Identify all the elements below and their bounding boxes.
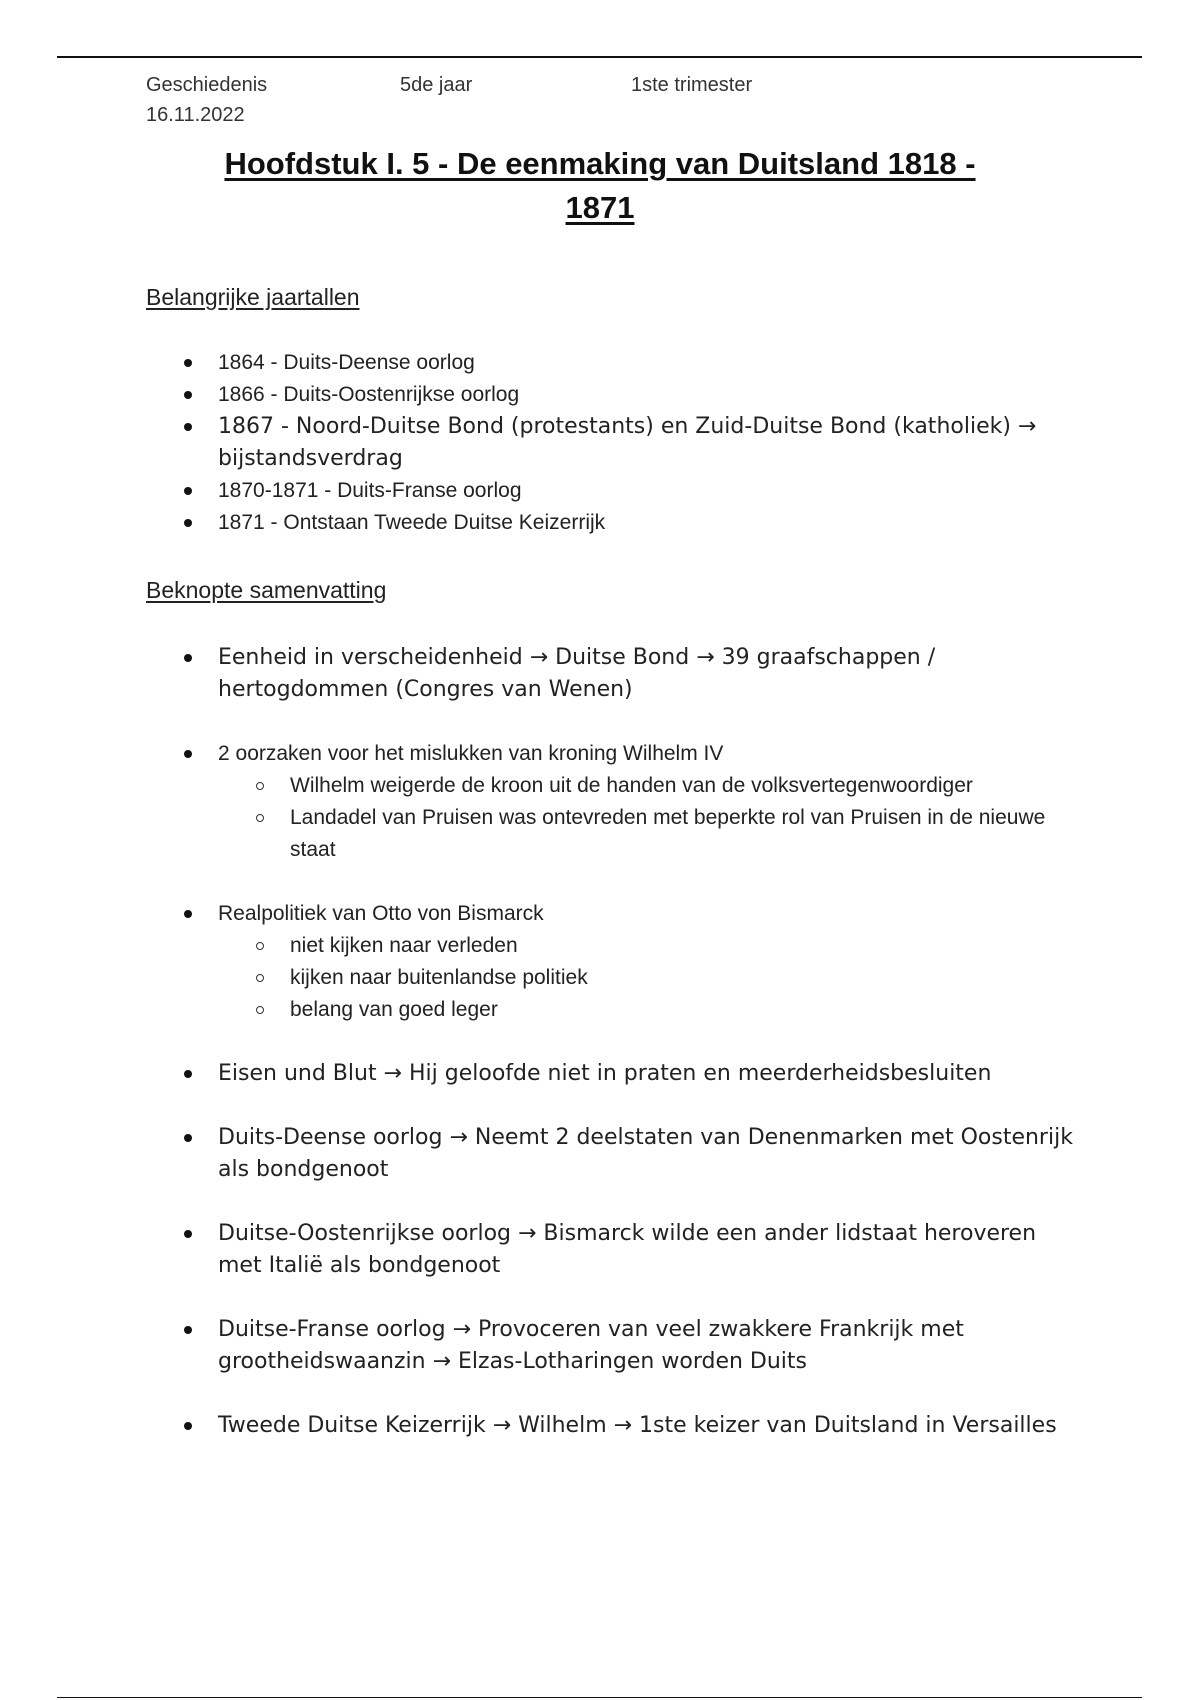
list-item xyxy=(146,898,1076,1026)
date-label: 16.11.2022 xyxy=(146,104,245,126)
dates-list xyxy=(146,347,1076,539)
list-item: 1870-1871 - Duits-Franse oorlog xyxy=(146,475,1076,507)
page-title xyxy=(100,142,1100,230)
list-item: 1866 - Duits-Oostenrijkse oorlog xyxy=(146,379,1076,411)
year-label: 5de jaar xyxy=(400,74,473,96)
sub-list-item: belang van goed leger xyxy=(218,994,1076,1026)
list-item: 1871 - Ontstaan Tweede Duitse Keizerrijk xyxy=(146,507,1076,539)
subject-label: Geschiedenis xyxy=(146,74,268,96)
list-item: Duitse-Oostenrijkse oorlog → Bismarck wilde een ander lidstaat heroveren met Italië als bondgenoot xyxy=(146,1218,1076,1282)
list-item: Eisen und Blut → Hij geloofde niet in praten en meerderheidsbesluiten xyxy=(146,1058,1076,1090)
title-line-2: 1871 xyxy=(565,190,635,225)
document-header xyxy=(146,70,1046,130)
summary-heading: Beknopte samenvatting xyxy=(146,577,387,603)
list-item: Tweede Duitse Keizerrijk → Wilhelm → 1ste keizer van Duitsland in Versailles xyxy=(146,1410,1076,1442)
list-item: Duitse-Franse oorlog → Provoceren van veel zwakkere Frankrijk met grootheidswaanzin → Elzas-Lotharingen worden Duits xyxy=(146,1314,1076,1378)
term-label: 1ste trimester xyxy=(631,74,753,96)
summary-list xyxy=(146,642,1076,1442)
sub-list-item: kijken naar buitenlandse politiek xyxy=(218,962,1076,994)
list-item: 1867 - Noord-Duitse Bond (protestants) en Zuid-Duitse Bond (katholiek) → bijstandsverdrag xyxy=(146,411,1076,475)
sub-list-item: Landadel van Pruisen was ontevreden met beperkte rol van Pruisen in de nieuwe staat xyxy=(218,802,1076,866)
dates-heading: Belangrijke jaartallen xyxy=(146,284,360,310)
title-line-1: Hoofdstuk I. 5 - De eenmaking van Duitsland 1818 - xyxy=(224,146,976,181)
list-item: 1864 - Duits-Deense oorlog xyxy=(146,347,1076,379)
sub-list-item: niet kijken naar verleden xyxy=(218,930,1076,962)
list-item-text: 2 oorzaken voor het mislukken van kroning Wilhelm IV xyxy=(218,742,724,765)
list-item: Duits-Deense oorlog → Neemt 2 deelstaten van Denenmarken met Oostenrijk als bondgenoot xyxy=(146,1122,1076,1186)
bottom-rule xyxy=(57,1697,1142,1698)
list-item xyxy=(146,738,1076,866)
list-item-text: Realpolitiek van Otto von Bismarck xyxy=(218,902,544,925)
top-rule xyxy=(57,56,1142,58)
sub-list xyxy=(146,930,1076,1026)
list-item: Eenheid in verscheidenheid → Duitse Bond → 39 graafschappen / hertogdommen (Congres van Wenen) xyxy=(146,642,1076,706)
sub-list xyxy=(146,770,1076,866)
sub-list-item: Wilhelm weigerde de kroon uit de handen van de volksvertegenwoordiger xyxy=(218,770,1076,802)
